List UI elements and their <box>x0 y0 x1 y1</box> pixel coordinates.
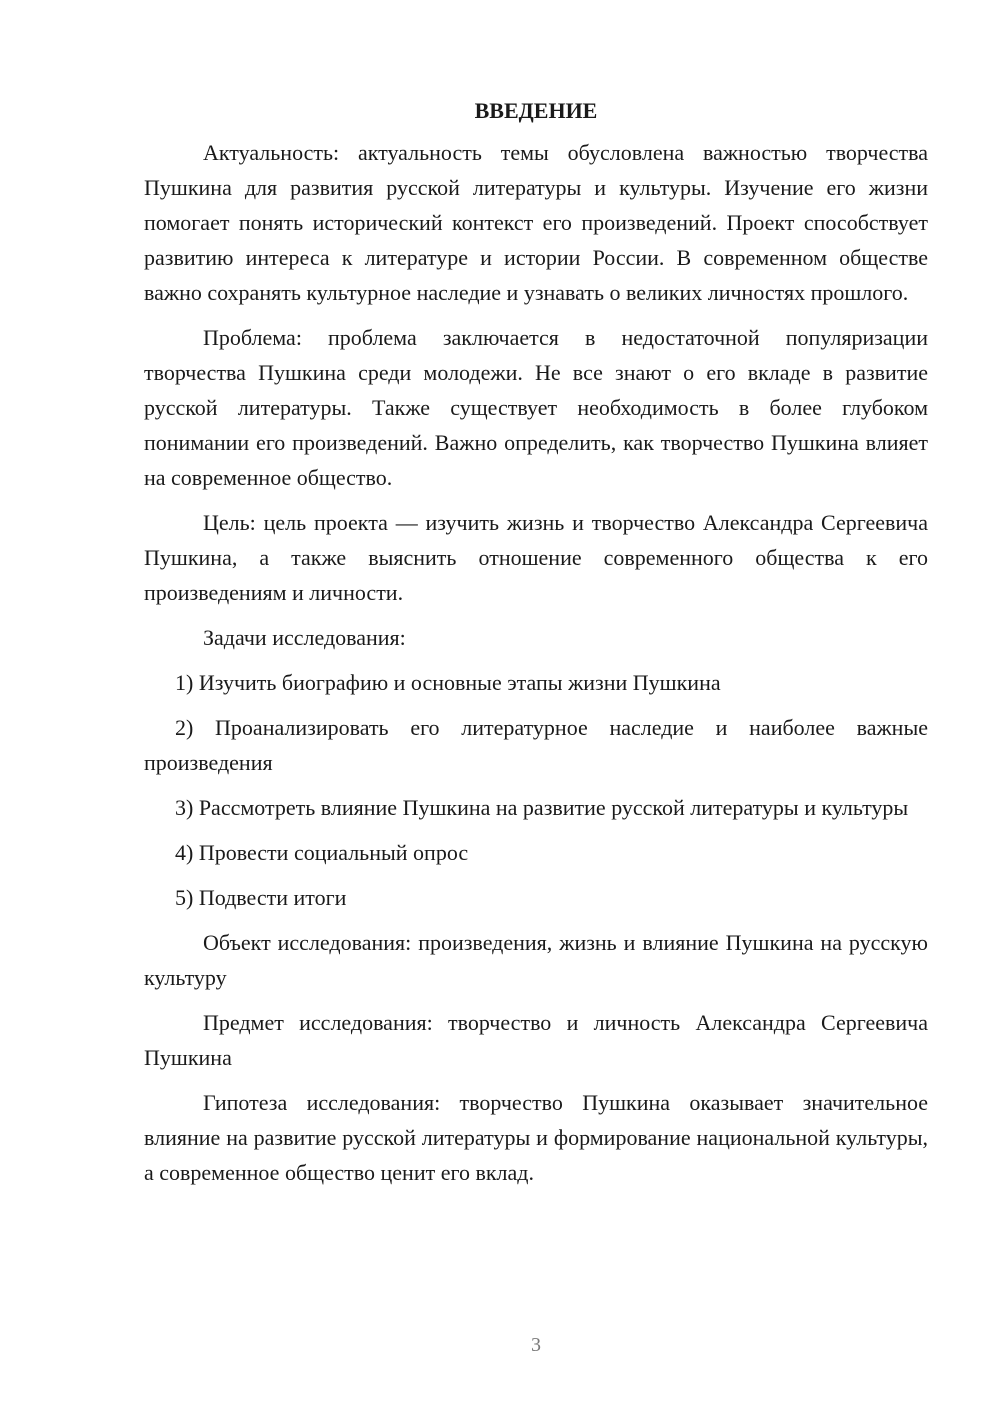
paragraph-relevance: Актуальность: актуальность темы обусловлена важностью творчества Пушкина для развития русской литературы и культуры. Изучение его жизни помогает понять исторический контекст его произведений. Проект способствует развитию интереса к литературе и истории России. В современном обществе важно сохранять культурное наследие и узнавать о великих личностях прошлого. <box>144 140 928 305</box>
tasks-heading: Задачи исследования: <box>203 625 406 650</box>
tasks-list <box>144 665 928 915</box>
list-item: 1) Изучить биографию и основные этапы жизни Пушкина <box>175 670 721 695</box>
paragraph-hypothesis: Гипотеза исследования: творчество Пушкина оказывает значительное влияние на развитие русской литературы и формирование национальной культуры, а современное общество ценит его вклад. <box>144 1090 928 1185</box>
page-number: 3 <box>531 1334 541 1356</box>
list-item: 4) Провести социальный опрос <box>175 840 469 865</box>
paragraph-subject: Предмет исследования: творчество и личность Александра Сергеевича Пушкина <box>144 1010 928 1070</box>
list-item: 5) Подвести итоги <box>175 885 347 910</box>
paragraph-problem: Проблема: проблема заключается в недостаточной популяризации творчества Пушкина среди молодежи. Не все знают о его вкладе в развитие русской литературы. Также существует необходимость в более глубоком понимании его произведений. Важно определить, как творчество Пушкина влияет на современное общество. <box>144 325 928 490</box>
paragraph-object: Объект исследования: произведения, жизнь и влияние Пушкина на русскую культуру <box>144 930 928 990</box>
section-title: ВВЕДЕНИЕ <box>474 98 598 123</box>
page-content <box>144 93 928 1200</box>
paragraph-goal: Цель: цель проекта — изучить жизнь и творчество Александра Сергеевича Пушкина, а также выяснить отношение современного общества к его произведениям и личности. <box>144 510 928 605</box>
list-item: 2) Проанализировать его литературное наследие и наиболее важные произведения <box>144 715 928 775</box>
list-item: 3) Рассмотреть влияние Пушкина на развитие русской литературы и культуры <box>175 795 909 820</box>
